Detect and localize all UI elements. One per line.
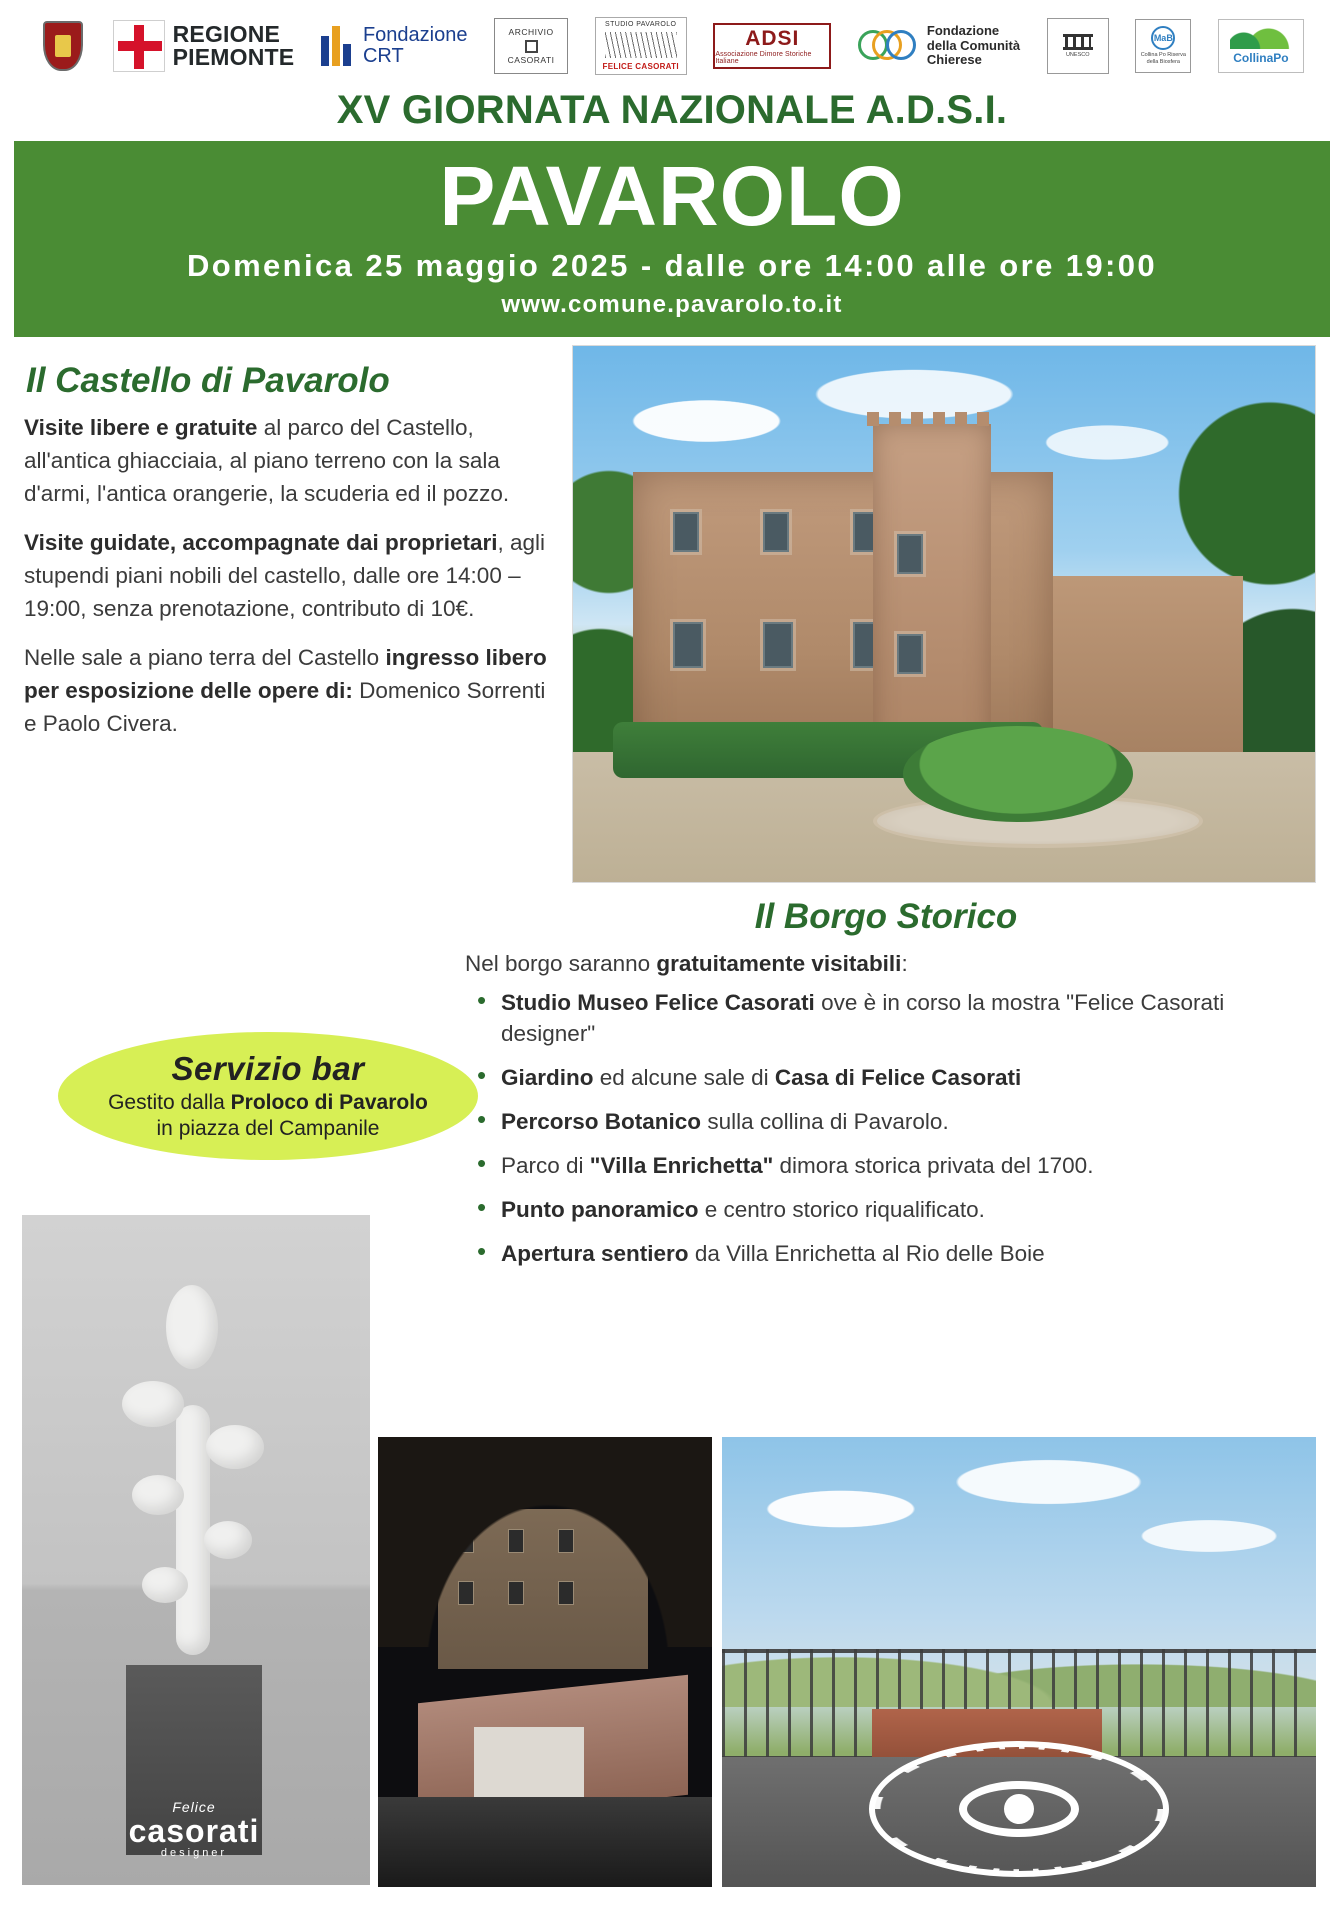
piemonte-cross-icon bbox=[113, 20, 165, 72]
casorati-logo-main: casorati bbox=[128, 1813, 260, 1849]
collinapo-logo bbox=[1218, 19, 1304, 73]
borgo-attraction-list bbox=[455, 987, 1317, 1269]
borgo-item-0-rest: ove è in corso la mostra "Felice Casorati designer" bbox=[501, 989, 1225, 1046]
castle-column bbox=[18, 347, 558, 757]
fondazione-crt-logo bbox=[321, 15, 468, 77]
castle-section-title: Il Castello di Pavarolo bbox=[26, 360, 390, 400]
unesco-caption: UNESCO bbox=[1065, 51, 1090, 58]
castle-bush bbox=[903, 726, 1133, 822]
castle-p1-bold: Visite libere e gratuite bbox=[24, 414, 258, 440]
regione-logo-line1: REGIONE bbox=[172, 20, 281, 47]
studio-scribble-icon bbox=[605, 32, 677, 58]
bar-service-title: Servizio bar bbox=[171, 1049, 365, 1087]
night-white-panel bbox=[474, 1727, 584, 1797]
bar-line1-start: Gestito dalla bbox=[108, 1090, 231, 1114]
crt-bars-icon bbox=[321, 26, 355, 66]
adsi-logo-main: ADSI bbox=[745, 26, 800, 50]
borgo-item-3-bold: "Villa Enrichetta" bbox=[589, 1152, 774, 1178]
collinapo-hill-icon bbox=[1230, 27, 1292, 49]
mab-circle-icon: MaB bbox=[1151, 26, 1175, 50]
crt-logo-line2: CRT bbox=[362, 45, 404, 67]
castle-tower bbox=[873, 424, 991, 772]
castle-paragraph-2 bbox=[24, 526, 558, 625]
comune-pavarolo-crest-icon bbox=[40, 17, 86, 75]
castle-photo bbox=[572, 345, 1316, 883]
borgo-item-1-bold: Giardino bbox=[501, 1064, 594, 1090]
title-banner bbox=[14, 141, 1330, 337]
borgo-item-1-bold2: Casa di Felice Casorati bbox=[774, 1064, 1022, 1090]
borgo-item-1-mid: ed alcune sale di bbox=[593, 1064, 775, 1090]
event-date-time: Domenica 25 maggio 2025 - dalle ore 14:00 alle ore 19:00 bbox=[186, 248, 1158, 284]
borgo-item-5-bold: Apertura sentiero bbox=[501, 1240, 689, 1266]
chierese-line2: della Comunità bbox=[926, 37, 1021, 53]
fondazione-chierese-logo bbox=[858, 15, 1020, 77]
list-item bbox=[475, 1106, 1317, 1137]
list-item bbox=[475, 987, 1317, 1049]
unesco-temple-icon bbox=[1063, 34, 1093, 50]
adsi-logo bbox=[713, 23, 831, 69]
archivio-casorati-logo bbox=[494, 18, 568, 74]
mab-caption: Collina Po Riserva della Biosfera bbox=[1140, 52, 1186, 65]
borgo-intro bbox=[465, 951, 1317, 977]
night-ground bbox=[378, 1797, 712, 1887]
adsi-logo-sub: Associazione Dimore Storiche Italiane bbox=[715, 50, 812, 65]
list-item bbox=[475, 1194, 1317, 1225]
borgo-column bbox=[455, 897, 1317, 1282]
bar-service-line1 bbox=[108, 1090, 428, 1116]
archivio-line1: ARCHIVIO bbox=[508, 26, 554, 37]
castle-p3-bold: ingresso libero per esposizione delle opere di: bbox=[24, 644, 547, 703]
collinapo-caption: CollinaPo bbox=[1233, 51, 1289, 65]
studio-logo-bottom: FELICE CASORATI bbox=[602, 62, 679, 71]
list-item bbox=[475, 1150, 1317, 1181]
casorati-designer-logo bbox=[104, 1799, 284, 1859]
crt-logo-line1: Fondazione bbox=[362, 24, 468, 46]
studio-pavarolo-logo bbox=[595, 17, 687, 75]
borgo-intro-bold: gratuitamente visitabili bbox=[656, 950, 902, 976]
castle-p3-end: Domenico Sorrenti e Paolo Civera. bbox=[24, 677, 546, 736]
night-borgo-photo bbox=[378, 1437, 712, 1887]
studio-logo-top: STUDIO PAVAROLO bbox=[605, 21, 677, 28]
event-national-day-title: XV GIORNATA NAZIONALE A.D.S.I. bbox=[336, 88, 1008, 132]
bar-line1-bold: Proloco di Pavarolo bbox=[230, 1090, 428, 1114]
sculpture-photo bbox=[22, 1215, 370, 1885]
borgo-item-3-rest: dimora storica privata del 1700. bbox=[773, 1152, 1094, 1178]
regione-logo-line2: PIEMONTE bbox=[172, 44, 295, 70]
town-name: PAVAROLO bbox=[439, 149, 905, 243]
bar-service-callout bbox=[58, 1032, 478, 1160]
borgo-item-0-bold: Studio Museo Felice Casorati bbox=[501, 989, 815, 1015]
borgo-section-title: Il Borgo Storico bbox=[754, 896, 1018, 936]
borgo-item-5-rest: da Villa Enrichetta al Rio delle Boie bbox=[688, 1240, 1045, 1266]
castle-paragraph-1 bbox=[24, 411, 558, 510]
panoramic-viewpoint-photo bbox=[722, 1437, 1316, 1887]
unesco-logo bbox=[1047, 18, 1109, 74]
list-item bbox=[475, 1062, 1317, 1093]
borgo-item-2-rest: sulla collina di Pavarolo. bbox=[701, 1108, 949, 1134]
castle-p2-bold: Visite guidate, accompagnate dai proprietari bbox=[24, 529, 498, 555]
archivio-line2: CASORATI bbox=[507, 54, 555, 65]
borgo-item-4-rest: e centro storico riqualificato. bbox=[698, 1196, 985, 1222]
website-url[interactable]: www.comune.pavarolo.to.it bbox=[501, 290, 843, 318]
casorati-logo-top: Felice bbox=[172, 1799, 216, 1815]
eye-ground-logo-icon bbox=[869, 1741, 1169, 1877]
stone-arch-frame bbox=[378, 1437, 712, 1647]
regione-piemonte-logo bbox=[113, 15, 295, 77]
archivio-square-icon bbox=[525, 40, 538, 53]
list-item bbox=[475, 1238, 1317, 1269]
castle-p2-rest: , agli stupendi piani nobili del castello, dalle ore 14:00 – 19:00, senza prenotazione, contributo di 10€. bbox=[24, 529, 545, 621]
castle-p1-rest: al parco del Castello, all'antica ghiacciaia, al piano terreno con la sala d'armi, l'antica orangerie, la scuderia ed il pozzo. bbox=[24, 414, 510, 506]
sculpture-form bbox=[118, 1285, 268, 1665]
sponsor-logo-strip bbox=[0, 0, 1344, 86]
bar-service-line2: in piazza del Campanile bbox=[156, 1117, 380, 1140]
castle-p3-start: Nelle sale a piano terra del Castello bbox=[24, 644, 386, 670]
borgo-item-4-bold: Punto panoramico bbox=[501, 1196, 699, 1222]
castle-paragraph-3 bbox=[24, 641, 558, 740]
casorati-logo-sub: designer bbox=[160, 1847, 228, 1859]
borgo-intro-start: Nel borgo saranno bbox=[465, 950, 657, 976]
chierese-line3: Chierese bbox=[926, 52, 982, 68]
borgo-item-2-bold: Percorso Botanico bbox=[501, 1108, 702, 1134]
borgo-item-3-pre: Parco di bbox=[501, 1152, 590, 1178]
borgo-intro-end: : bbox=[901, 950, 908, 976]
three-circles-icon bbox=[858, 26, 920, 66]
chierese-line1: Fondazione bbox=[926, 23, 1000, 39]
mab-unesco-logo bbox=[1135, 19, 1191, 73]
